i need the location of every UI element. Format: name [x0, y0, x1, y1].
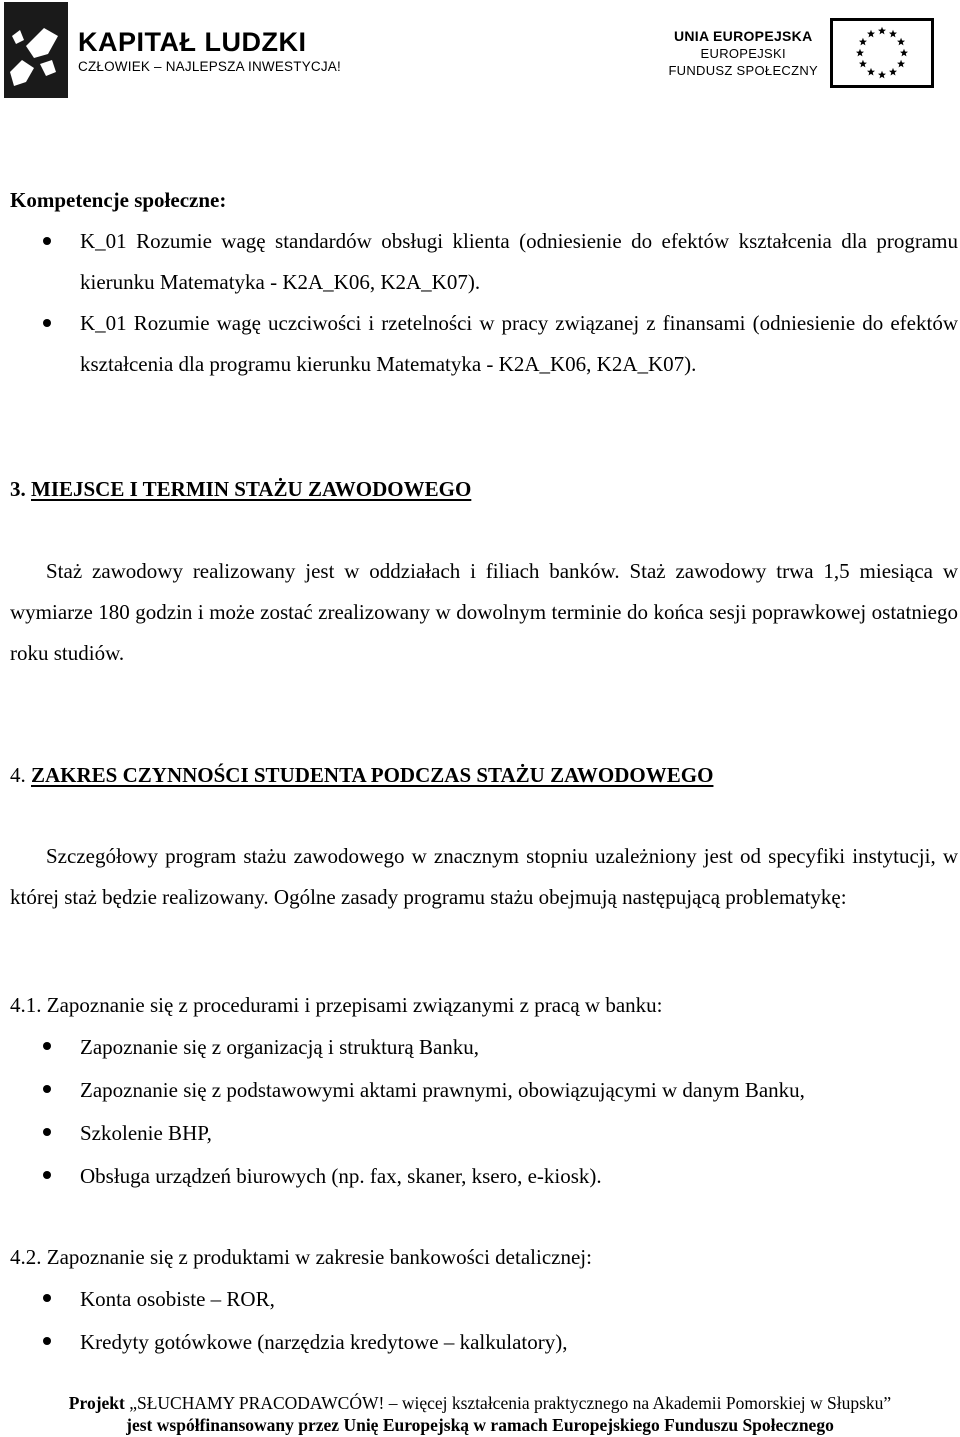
section-4-1-list	[10, 1026, 958, 1198]
section-3-heading	[10, 469, 958, 510]
section-4-1	[10, 985, 958, 1198]
section-4	[10, 755, 958, 796]
footer-line-1	[0, 1392, 960, 1414]
list-item: Szkolenie BHP,	[10, 1112, 958, 1155]
eu-logo	[668, 18, 934, 88]
footer-project-name: „SŁUCHAMY PRACODAWCÓW! – więcej kształcenia praktycznego na Akademii Pomorskiej w Słupsku”	[124, 1393, 892, 1413]
section-4-2	[10, 1237, 958, 1364]
section-4-heading	[10, 755, 958, 796]
section-4-2-list	[10, 1278, 958, 1364]
kapital-ludzki-title: KAPITAŁ LUDZKI	[78, 26, 307, 57]
section-3-body	[10, 551, 958, 674]
eu-line-1: UNIA EUROPEJSKA	[673, 28, 813, 44]
section-4-title: ZAKRES CZYNNOŚCI STUDENTA PODCZAS STAŻU ZAWODOWEGO	[31, 763, 714, 787]
competences-section	[10, 180, 958, 385]
kapital-ludzki-subtitle: CZŁOWIEK – NAJLEPSZA INWESTYCJA!	[78, 58, 341, 74]
eu-line-2: EUROPEJSKI	[700, 46, 786, 61]
section-3-paragraph: Staż zawodowy realizowany jest w oddziałach i filiach banków. Staż zawodowy trwa 1,5 miesiąca w wymiarze 180 godzin i może zostać zrealizowany w dowolnym terminie do końca sesji poprawkowej ostatniego roku studiów.	[10, 559, 958, 665]
eu-line-3: FUNDUSZ SPOŁECZNY	[668, 63, 818, 78]
competences-list	[10, 221, 958, 385]
list-item: Zapoznanie się z organizacją i strukturą Banku,	[10, 1026, 958, 1069]
competences-heading: Kompetencje społeczne:	[10, 188, 227, 212]
section-4-2-heading: 4.2. Zapoznanie się z produktami w zakresie bankowości detalicznej:	[10, 1245, 592, 1269]
list-item: Obsługa urządzeń biurowych (np. fax, skaner, ksero, e-kiosk).	[10, 1155, 958, 1198]
eu-flag-icon	[830, 18, 934, 88]
list-item: Kredyty gotówkowe (narzędzia kredytowe – kalkulatory),	[10, 1321, 958, 1364]
list-item: Konta osobiste – ROR,	[10, 1278, 958, 1321]
section-4-1-heading: 4.1. Zapoznanie się z procedurami i przepisami związanymi z pracą w banku:	[10, 993, 663, 1017]
kapital-ludzki-logo	[4, 2, 341, 98]
kapital-ludzki-emblem-icon	[4, 2, 68, 98]
list-item: Zapoznanie się z podstawowymi aktami prawnymi, obowiązującymi w danym Banku,	[10, 1069, 958, 1112]
section-4-paragraph: Szczegółowy program stażu zawodowego w znacznym stopniu uzależniony jest od specyfiki instytucji, w której staż będzie realizowany. Ogólne zasady programu stażu obejmują następującą problematykę:	[10, 844, 958, 909]
page-footer	[0, 1392, 960, 1436]
section-4-number: 4.	[10, 763, 26, 787]
section-3-title: MIEJSCE I TERMIN STAŻU ZAWODOWEGO	[31, 477, 472, 501]
footer-project-label: Projekt	[68, 1393, 125, 1413]
list-item: K_01 Rozumie wagę standardów obsługi klienta (odniesienie do efektów kształcenia dla programu kierunku Matematyka - K2A_K06, K2A_K07).	[10, 221, 958, 303]
section-4-body	[10, 836, 958, 918]
footer-line-2: jest współfinansowany przez Unię Europejską w ramach Europejskiego Funduszu Społecznego	[126, 1415, 834, 1435]
list-item: K_01 Rozumie wagę uczciwości i rzetelności w pracy związanej z finansami (odniesienie do efektów kształcenia dla programu kierunku Matematyka - K2A_K06, K2A_K07).	[10, 303, 958, 385]
section-3	[10, 469, 958, 510]
section-3-number: 3.	[10, 477, 26, 501]
